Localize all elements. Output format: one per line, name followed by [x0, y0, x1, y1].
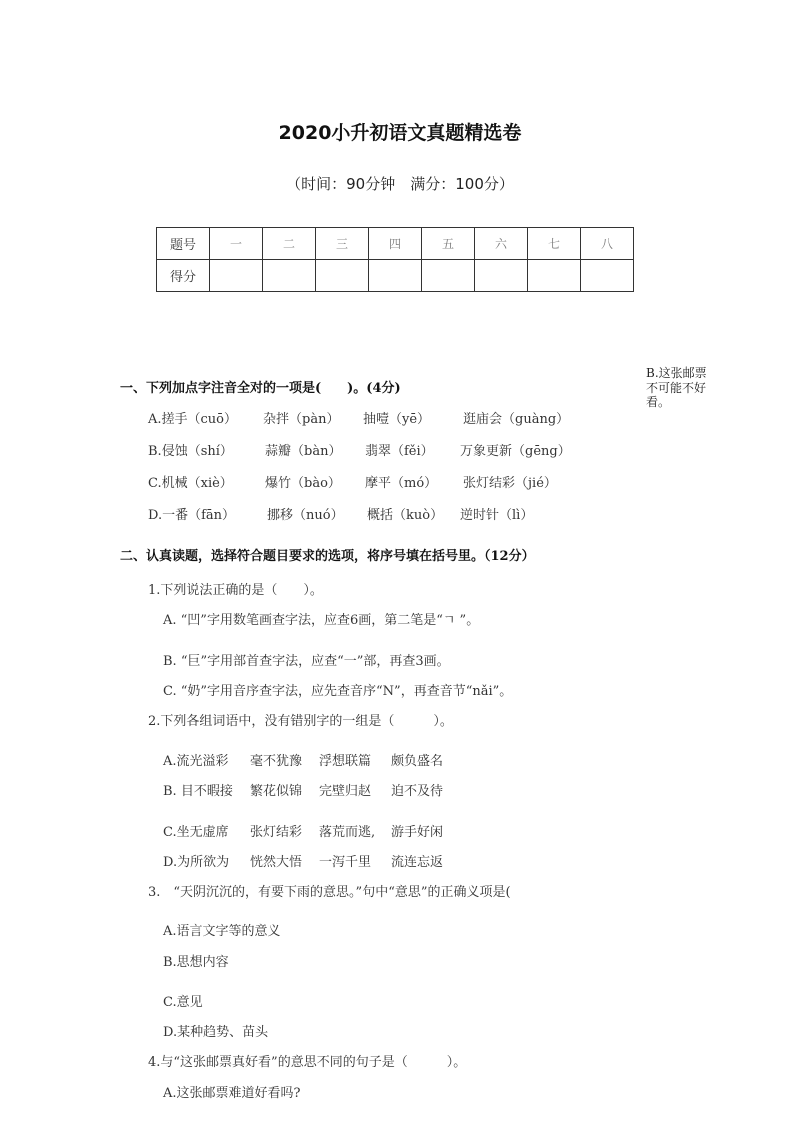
question-4-stem: 4.与“这张邮票真好看”的意思不同的句子是（ ）。 [148, 1055, 467, 1070]
question-2-stem: 2.下列各组词语中，没有错别字的一组是（ ）。 [148, 714, 453, 729]
q2-option-c-item-2: 张灯结彩 [250, 825, 303, 840]
option-a-item-2: 杂拌（pàn） [263, 412, 340, 427]
score-cell[interactable] [369, 260, 422, 292]
option-b-item-2: 蒜瓣（bàn） [265, 444, 342, 459]
question-number-cell: 六 [475, 228, 528, 260]
page-title: 2020小升初语文真题精选卷 [278, 122, 522, 144]
q2-option-a-item-1: A.流光溢彩 [163, 754, 229, 769]
option-c-item-2: 爆竹（bào） [265, 476, 341, 491]
q2-option-b-item-1: B. 目不暇接 [163, 784, 233, 799]
score-cell[interactable] [422, 260, 475, 292]
q2-option-a-item-3: 浮想联篇 [319, 754, 372, 769]
section-1-heading: 一、下列加点字注音全对的一项是( )。(4分) [120, 381, 401, 396]
option-b-item-1: B.侵蚀（shí） [148, 444, 233, 459]
score-row [157, 260, 634, 292]
q2-option-a-item-4: 颇负盛名 [391, 754, 444, 769]
question-1-stem: 1.下列说法正确的是（ ）。 [148, 583, 323, 598]
option-d-item-4: 逆时针（lì） [460, 508, 534, 523]
question-3-option-a: A.语言文字等的意义 [163, 924, 281, 939]
q2-option-d-item-2: 恍然大悟 [250, 855, 303, 870]
row-label-score: 得分 [157, 260, 210, 292]
side-note: B.这张邮票不可能不好看。 [646, 366, 707, 409]
question-3-stem: 3. “天阴沉沉的，有要下雨的意思。”句中“意思”的正确义项是( [148, 885, 511, 900]
score-cell[interactable] [528, 260, 581, 292]
option-a-item-1: A.搓手（cuō） [148, 412, 238, 427]
question-1-option-a: A. “凹”字用数笔画查字法，应查6画，第二笔是“ㄱ ”。 [163, 613, 480, 628]
q2-option-a-item-2: 毫不犹豫 [250, 754, 303, 769]
option-b-item-3: 翡翠（fěi） [365, 444, 434, 459]
question-3-option-d: D.某种趋势、苗头 [163, 1025, 269, 1040]
q2-option-d-item-1: D.为所欲为 [163, 855, 230, 870]
q2-option-b-item-4: 迫不及待 [391, 784, 444, 799]
q2-option-b-item-3: 完壁归赵 [319, 784, 372, 799]
option-d-item-2: 挪移（nuó） [267, 508, 344, 523]
q2-option-d-item-4: 流连忘返 [391, 855, 444, 870]
option-b-item-4: 万象更新（gēng） [460, 444, 571, 459]
option-c-item-1: C.机械（xiè） [148, 476, 233, 491]
question-1-option-b: B. “巨”字用部首查字法，应查“一”部，再查3画。 [163, 654, 450, 669]
question-number-cell: 三 [316, 228, 369, 260]
score-cell[interactable] [581, 260, 634, 292]
question-3-option-c: C.意见 [163, 995, 203, 1010]
score-cell[interactable] [475, 260, 528, 292]
q2-option-c-item-4: 游手好闲 [391, 825, 444, 840]
question-3-option-b: B.思想内容 [163, 955, 229, 970]
option-c-item-3: 摩平（mó） [365, 476, 438, 491]
option-a-item-3: 抽噎（yē） [363, 412, 431, 427]
option-d-item-1: D.一番（fān） [148, 508, 236, 523]
question-number-row [157, 228, 634, 260]
q2-option-c-item-3: 落荒而逃, [319, 825, 376, 840]
score-cell[interactable] [316, 260, 369, 292]
score-table [156, 227, 634, 292]
question-number-cell: 四 [369, 228, 422, 260]
question-number-cell: 五 [422, 228, 475, 260]
option-a-item-4: 逛庙会（guàng） [463, 412, 570, 427]
question-number-cell: 七 [528, 228, 581, 260]
q2-option-b-item-2: 繁花似锦 [250, 784, 303, 799]
question-number-cell: 八 [581, 228, 634, 260]
section-2-heading: 二、认真读题，选择符合题目要求的选项，将序号填在括号里。（12分） [120, 549, 535, 564]
score-cell[interactable] [210, 260, 263, 292]
q2-option-d-item-3: 一泻千里 [319, 855, 372, 870]
q2-option-c-item-1: C.坐无虚席 [163, 825, 229, 840]
question-number-cell: 二 [263, 228, 316, 260]
option-c-item-4: 张灯结彩（jié） [463, 476, 557, 491]
exam-info: （时间：90分钟 满分：100分） [286, 175, 514, 193]
question-4-option-a: A.这张邮票难道好看吗? [163, 1086, 301, 1101]
option-d-item-3: 概括（kuò） [367, 508, 444, 523]
question-1-option-c: C. “奶”字用音序查字法，应先查音序“N”，再查音节“nǎi”。 [163, 684, 513, 699]
score-cell[interactable] [263, 260, 316, 292]
question-number-cell: 一 [210, 228, 263, 260]
row-label-question-number: 题号 [157, 228, 210, 260]
